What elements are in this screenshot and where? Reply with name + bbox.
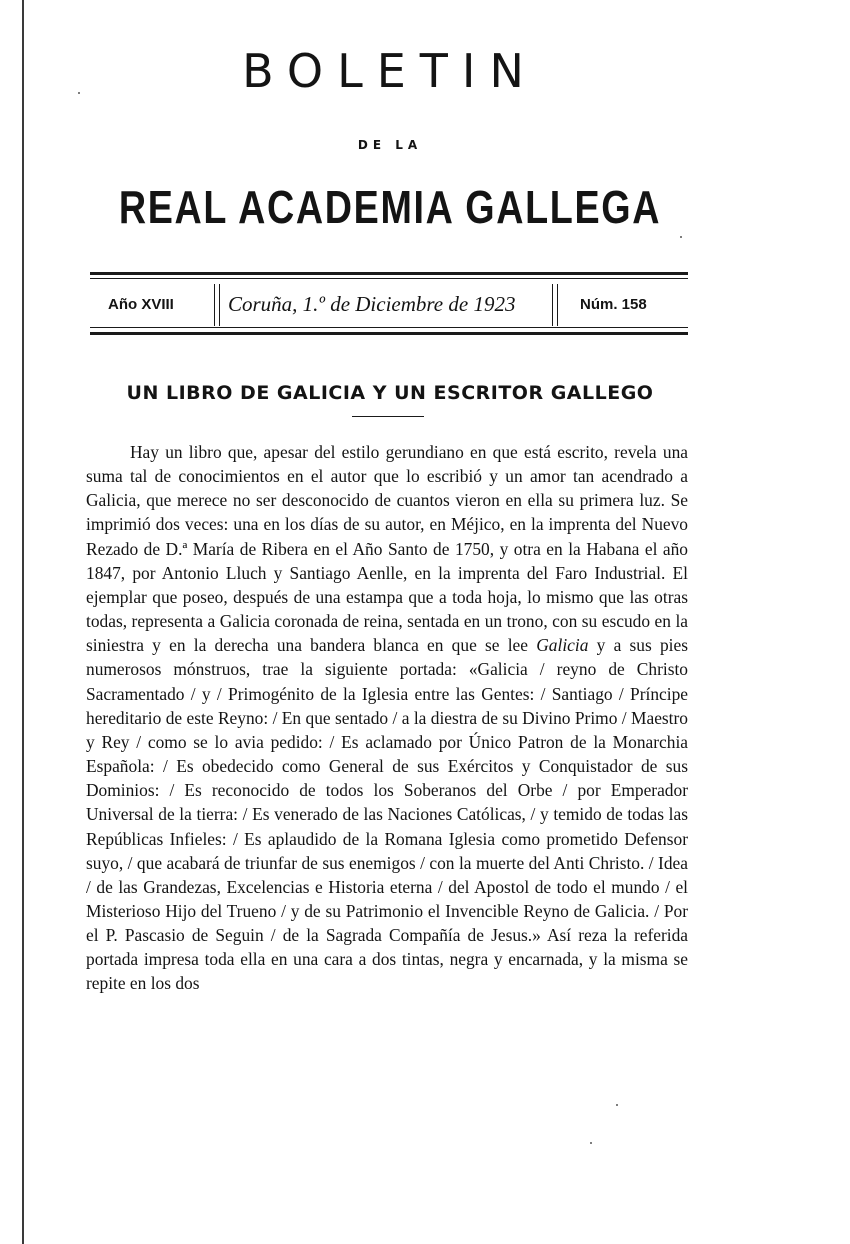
page-binding-edge [22,0,24,1244]
issue-info-bar [90,286,688,326]
print-speck [590,1142,592,1144]
masthead-de-la: DE LA [357,138,423,152]
masthead-title: BOLETIN [242,44,538,98]
title-underline [352,416,424,417]
header-rule-bottom [90,332,688,335]
masthead-academy-name: REAL ACADEMIA GALLEGA [118,181,662,233]
header-rule-top [90,272,688,275]
issue-number: Núm. 158 [580,296,647,313]
issue-place-date: Coruña, 1.º de Diciembre de 1923 [228,292,516,316]
issue-year: Año XVIII [108,296,174,313]
print-speck [78,92,80,94]
issue-divider [214,284,220,326]
print-speck [680,236,682,238]
body-text-part: y a sus pies numerosos mónstruos, trae la siguiente portada: «Galicia / reyno de Christo Sacramentado / y / Primogénito de la Iglesia entre las Gentes: / Santiago / Príncipe hereditario de este Reyno: / En que sentado / a la diestra de su Divino Primo / Maestro y Rey / como se lo avia pedido: / Es aclamado por Único Patron de la Monarchia Española: / Es obedecido como General de sus Exércitos y Conquistador de sus Dominios: / Es reconocido de todos los Soberanos del Orbe / por Emperador Universal de la tierra: / Es venerado de las Naciones Católicas, / y temido de todas las Repúblicas Infieles: / Es aplaudido de la Romana Iglesia como prometido Defensor suyo, / que acabará de triunfar de sus enemigos / con la muerte del Anti Christo. / Idea / de las Grandezas, Excelencias e Historia eterna / del Apostol de todo el mundo / el Misterioso Hijo del Trueno / y de su Patrimonio el Invencible Reyno de Galicia. / Por el P. Pascasio de Seguin / de la Sagrada Compañía de Jesus.» Así reza la referida portada impresa toda ella en una cara a dos tintas, negra y encarnada, y la misma se repite en los dos [86,635,688,994]
body-emphasis: Galicia [536,635,589,656]
header-rule-top-thin [90,278,688,279]
body-text-part: Hay un libro que, apesar del estilo gerundiano en que está escrito, revela una suma tal de conocimientos en el autor que lo escribió y un amor tan acendrado a Galicia, que merece no ser desconocido de cuantos vieron en ella su primera luz. Se imprimió dos veces: una en los días de su autor, en Méjico, en la imprenta del Nuevo Rezado de D.ª María de Ribera en el Año Santo de 1750, y otra en la Habana el año 1847, por Antonio Lluch y Santiago Aenlle, en la imprenta del Faro Industrial. El ejemplar que poseo, después de una estampa que a toda hoja, lo mismo que las otras todas, representa a Galicia coronada de reina, sentada en un trono, con su escudo en la siniestra y en la derecha una bandera blanca en que se lee [86,442,688,656]
issue-divider [552,284,558,326]
article-body [86,440,688,996]
article-title: UN LIBRO DE GALICIA Y UN ESCRITOR GALLEGO [126,382,654,404]
header-rule-bottom-thin [90,327,688,328]
print-speck [616,1104,618,1106]
